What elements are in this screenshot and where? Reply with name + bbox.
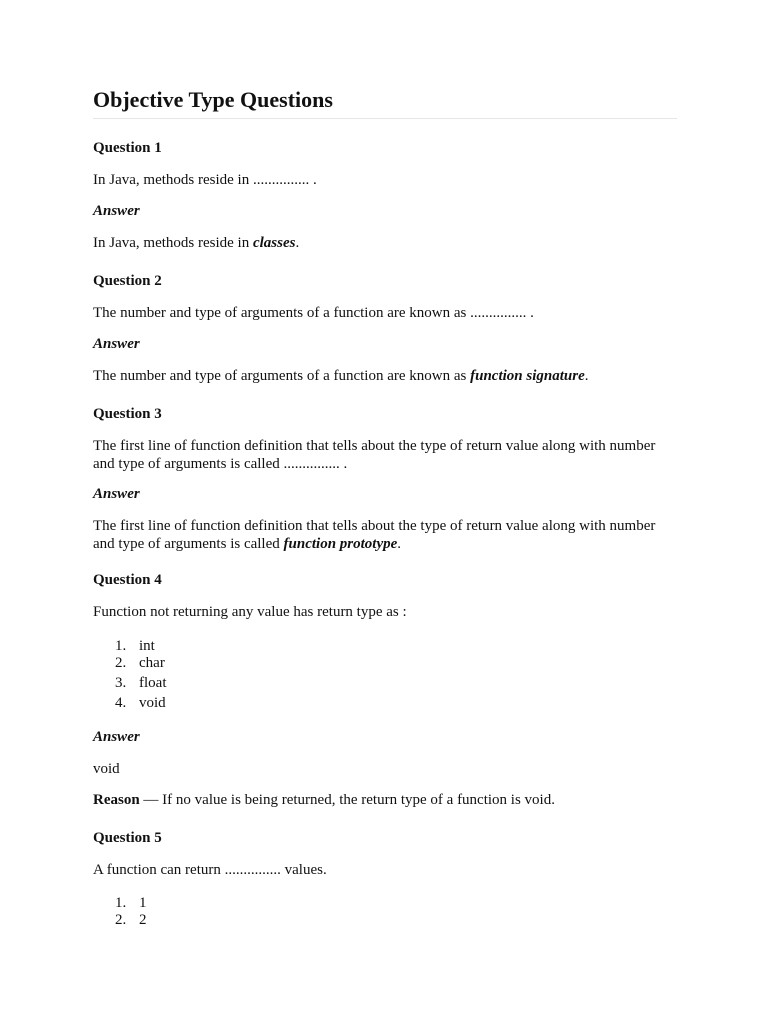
question-3-text: The first line of function definition that tells about the type of return value along with number and type of arguments is called ............... . xyxy=(93,438,656,472)
question-4-reason xyxy=(93,791,677,809)
question-1-answer xyxy=(93,234,677,252)
answer-end: . xyxy=(584,368,589,384)
answer-term: function prototype xyxy=(283,536,398,552)
question-4-text: Function not returning any value has return type as : xyxy=(93,604,407,620)
option-text: char xyxy=(139,655,165,671)
question-3-heading: Question 3 xyxy=(93,406,162,422)
answer-text: The number and type of arguments of a function are known as xyxy=(93,368,471,384)
option-number: 2. xyxy=(115,655,127,671)
question-4-answer: void xyxy=(93,761,120,777)
question-5-text: A function can return ............... values. xyxy=(93,862,327,878)
option-number: 4. xyxy=(115,695,127,711)
option-number: 1. xyxy=(115,895,127,911)
option-number: 2. xyxy=(115,912,127,928)
answer-text: The first line of function definition that tells about the type of return value along with number and type of arguments is called xyxy=(93,518,656,552)
reason-label: Reason xyxy=(93,792,140,808)
question-4-heading: Question 4 xyxy=(93,572,162,588)
question-2-heading: Question 2 xyxy=(93,273,162,289)
question-1-answer-label: Answer xyxy=(93,203,140,219)
option-text: 2 xyxy=(139,912,147,928)
question-1-heading: Question 1 xyxy=(93,140,162,156)
question-1-text: In Java, methods reside in ............... . xyxy=(93,172,317,188)
question-2-text: The number and type of arguments of a function are known as ............... . xyxy=(93,305,534,321)
question-3-answer-label: Answer xyxy=(93,486,140,502)
reason-text: — If no value is being returned, the return type of a function is void. xyxy=(139,792,555,808)
option-number: 3. xyxy=(115,675,127,691)
option-text: float xyxy=(139,675,167,691)
option-text: void xyxy=(139,695,166,711)
title-divider xyxy=(93,118,677,119)
answer-end: . xyxy=(397,536,402,552)
answer-end: . xyxy=(295,235,300,251)
question-3-answer xyxy=(93,517,677,553)
question-4-answer-label: Answer xyxy=(93,729,140,745)
answer-text: In Java, methods reside in xyxy=(93,235,253,251)
question-5-heading: Question 5 xyxy=(93,830,162,846)
answer-term: classes xyxy=(252,235,296,251)
option-number: 1. xyxy=(115,638,127,654)
page-title: Objective Type Questions xyxy=(93,87,333,112)
option-text: int xyxy=(139,638,155,654)
answer-term: function signature xyxy=(470,368,585,384)
question-2-answer xyxy=(93,367,677,385)
question-2-answer-label: Answer xyxy=(93,336,140,352)
option-text: 1 xyxy=(139,895,147,911)
